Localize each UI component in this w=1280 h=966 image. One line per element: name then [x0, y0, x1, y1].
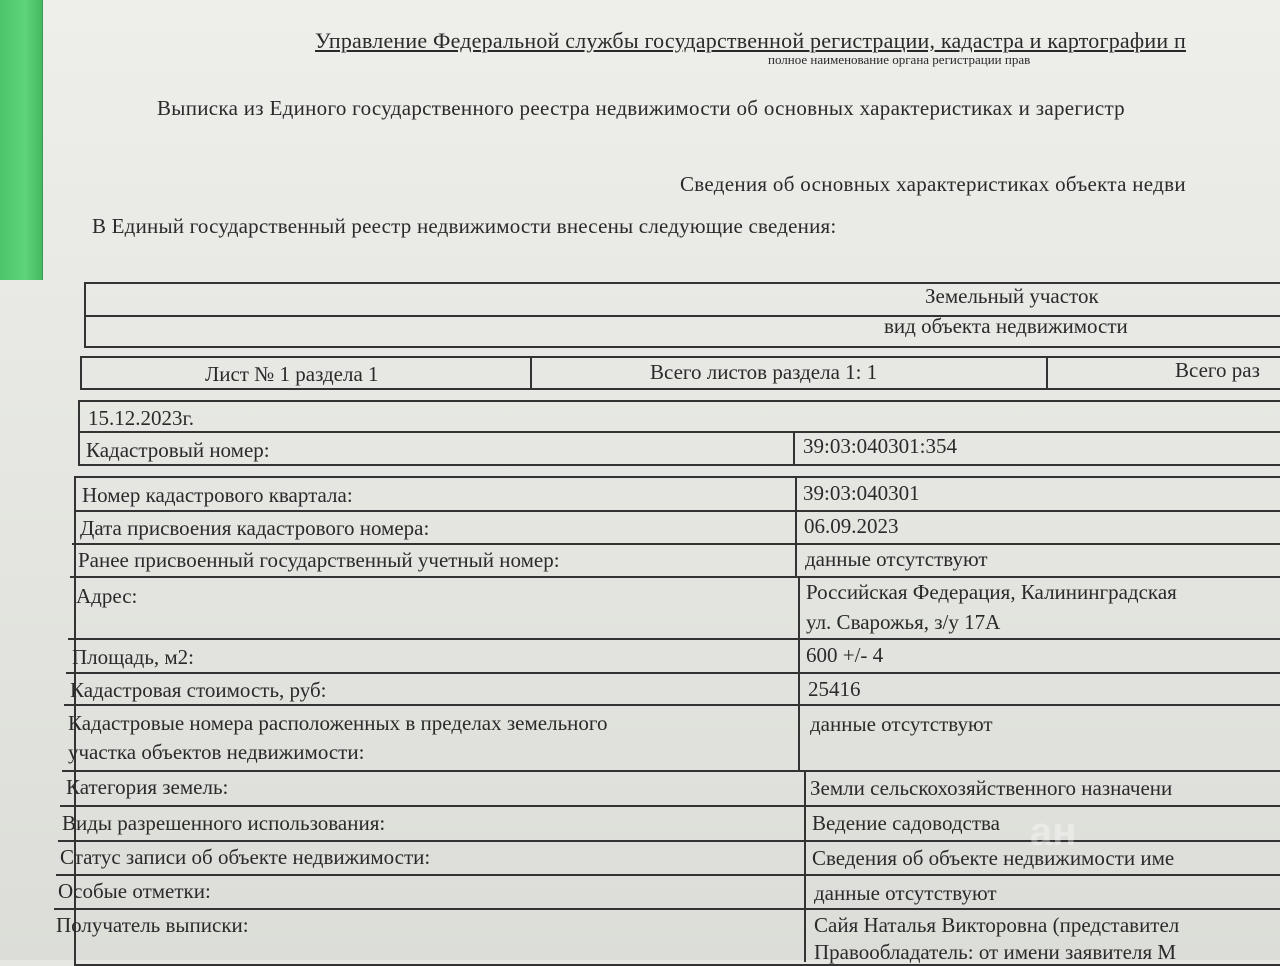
row-label: Виды разрешенного использования: [62, 811, 386, 835]
cadastral-number-value: 39:03:040301:354 [803, 434, 958, 458]
sheets-in-section: Всего листов раздела 1: 1 [650, 360, 878, 384]
row-label: Площадь, м2: [72, 645, 195, 669]
extract-date: 15.12.2023г. [88, 406, 194, 430]
divider [72, 543, 1280, 545]
row-label: Ранее присвоенный государственный учетный номер: [78, 548, 560, 572]
row-value: 600 +/- 4 [806, 643, 884, 667]
cadastral-number-label: Кадастровый номер: [86, 438, 270, 462]
row-label: Категория земель: [66, 775, 229, 799]
row-value: 25416 [808, 677, 861, 701]
divider [793, 431, 795, 466]
row-label: Получатель выписки: [56, 913, 249, 937]
row-label: Номер кадастрового квартала: [82, 483, 353, 507]
row-value-line2: Правообладатель: от имени заявителя М [814, 940, 1177, 964]
row-label: Кадастровая стоимость, руб: [70, 678, 327, 702]
row-value: 06.09.2023 [804, 514, 899, 538]
row-value-line2: ул. Сварожья, з/у 17А [806, 610, 1001, 634]
divider [62, 770, 1280, 772]
divider [78, 431, 1280, 433]
row-value: Сайя Наталья Викторовна (представител [814, 913, 1180, 937]
divider [56, 874, 1280, 876]
divider [54, 908, 1280, 910]
row-value: Российская Федерация, Калининградская [806, 580, 1177, 604]
row-value: Ведение садоводства [812, 811, 1000, 835]
row-value: 39:03:040301 [803, 481, 920, 505]
green-index-tab [0, 0, 43, 280]
agency-caption: полное наименование органа регистрации прав [768, 52, 1031, 67]
row-value: данные отсутствуют [814, 881, 997, 905]
extract-title: Выписка из Единого государственного реестра недвижимости об основных характеристиках и зарегистр [157, 96, 1125, 120]
divider [804, 772, 806, 962]
section-title: Сведения об основных характеристиках объекта недви [680, 172, 1186, 196]
row-label: Статус записи об объекте недвижимости: [60, 845, 431, 869]
total-sheets: Всего раз [1175, 358, 1260, 382]
divider [74, 510, 1280, 512]
row-value: Сведения об объекте недвижимости име [812, 846, 1175, 870]
divider [798, 576, 800, 772]
sheet-number: Лист № 1 раздела 1 [205, 362, 379, 386]
row-value: данные отсутствуют [810, 712, 993, 736]
divider [64, 704, 1280, 706]
divider [60, 805, 1280, 807]
watermark: ан [1030, 810, 1077, 854]
divider [795, 476, 797, 576]
row-label-line2: участка объектов недвижимости: [68, 740, 365, 764]
row-label: Кадастровые номера расположенных в пределах земельного [68, 711, 608, 735]
divider [68, 638, 1280, 640]
divider [58, 840, 1280, 842]
divider [66, 672, 1280, 674]
row-value: данные отсутствуют [805, 547, 988, 571]
object-type-caption: вид объекта недвижимости [884, 314, 1128, 338]
divider [1046, 356, 1048, 390]
intro-text: В Единый государственный реестр недвижимости внесены следующие сведения: [92, 214, 837, 238]
agency-name: Управление Федеральной службы государственной регистрации, кадастра и картографии п [315, 28, 1186, 53]
row-value: Земли сельскохозяйственного назначени [810, 776, 1173, 800]
row-label: Адрес: [76, 584, 138, 608]
row-label: Дата присвоения кадастрового номера: [80, 516, 430, 540]
divider [530, 356, 532, 390]
divider [70, 576, 1280, 578]
object-type: Земельный участок [925, 284, 1099, 308]
row-label: Особые отметки: [58, 879, 211, 903]
